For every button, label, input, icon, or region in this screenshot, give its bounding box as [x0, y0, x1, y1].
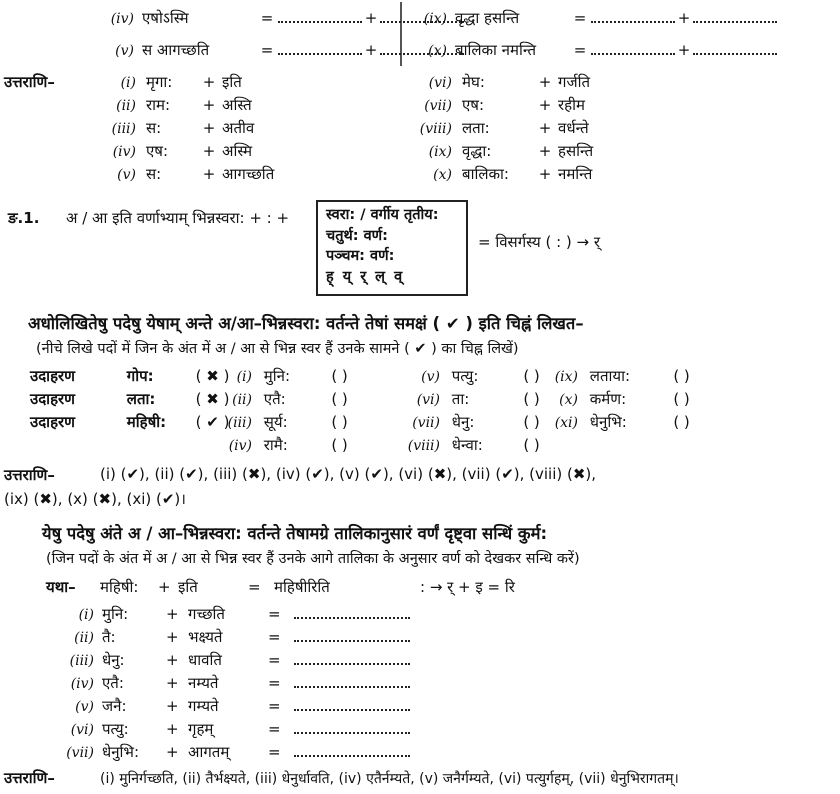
sandhi-row [46, 650, 410, 670]
example-label: उदाहरण [30, 367, 76, 385]
example-label: उदाहरण [30, 413, 76, 431]
answer-word-2: हसन्ति [558, 142, 594, 160]
blank-line[interactable] [693, 53, 777, 55]
sandhi-word-2: नम्यते [188, 674, 219, 692]
plus-sign: + [166, 605, 179, 623]
check-item [216, 412, 361, 432]
plus-sign: + [538, 96, 552, 114]
blank-line[interactable] [294, 755, 410, 757]
fill-row [415, 40, 777, 60]
answers-line: (i) मुनिर्गच्छति, (ii) तैर्भक्ष्यते, (iii) धेनुर्धावति, (iv) एतैर्नम्यते, (v) जनैर्गम्यते, (vi) पत्युर्गहम्, (vii) धेनुभिरागतम्। [100, 771, 679, 787]
blank-line[interactable] [278, 21, 362, 23]
answer-row [408, 95, 585, 115]
section2-heading-hindi: (नीचे लिखे पदों में जिन के अंत में अ / आ से भिन्न स्वर हैं उनके सामने ( ✔ ) का चिह्न लिखें) [36, 341, 519, 357]
answer-row [100, 118, 254, 138]
equals-sign: = [268, 651, 281, 669]
item-number: (i) [236, 369, 252, 385]
example-word-1: महिषी: [100, 578, 139, 596]
answer-word-1: मेघ: [462, 73, 485, 91]
equals-sign: = [248, 578, 261, 596]
check-word: मुनि: [263, 367, 291, 385]
sandhi-word-2: धावति [188, 651, 222, 669]
check-word: एतै: [263, 390, 286, 408]
answer-word-2: रहीम [558, 96, 585, 114]
check-blank[interactable]: ( ) [331, 367, 348, 385]
answer-word-1: मृगा: [146, 73, 173, 91]
sandhi-word-1: धेनु: [102, 651, 125, 669]
check-word: धेन्वा: [451, 436, 483, 454]
answer-word-2: अस्ति [222, 96, 252, 114]
sandhi-word-2: भक्ष्यते [188, 628, 223, 646]
plus-sign: + [158, 578, 171, 596]
item-number: (ix) [428, 144, 452, 160]
blank-line[interactable] [294, 640, 410, 642]
check-item [540, 366, 703, 386]
plus-sign: + [202, 142, 216, 160]
item-number: (ix) [554, 369, 578, 385]
check-blank[interactable]: ( ) [523, 390, 540, 408]
blank-line[interactable] [693, 21, 777, 23]
plus-sign: + [538, 73, 552, 91]
item-number: (v) [75, 699, 94, 715]
item-number: (x) [433, 167, 452, 183]
section2-heading-sanskrit: अधोलिखितेषु पदेषु येषाम् अन्ते अ/आ–भिन्नस्वरा: वर्तन्ते तेषां समक्षं ( ✔ ) इति चिह्नं लिखत– [28, 314, 584, 333]
answer-word-2: इति [222, 73, 242, 91]
example-label: यथा– [46, 578, 76, 596]
check-item [400, 412, 553, 432]
answer-word-2: अस्मि [222, 142, 253, 160]
check-word: धेनुभि: [589, 413, 627, 431]
plus-sign: + [202, 165, 216, 183]
item-number: (v) [421, 369, 440, 385]
answer-word-2: आगच्छति [222, 165, 275, 183]
box-line: ह् य् र् ल् व् [326, 268, 405, 285]
answer-row [100, 164, 274, 184]
answer-word-1: बालिका: [462, 165, 509, 183]
varna-table-box [316, 200, 468, 296]
example-note: : → र् + इ = रि [420, 578, 515, 596]
item-number: (vii) [412, 415, 440, 431]
item-number: (vii) [424, 98, 452, 114]
plus-sign: + [364, 9, 378, 27]
check-word: पत्यु: [451, 367, 479, 385]
example-word: महिषी: [126, 413, 167, 431]
sandhi-row [46, 604, 410, 624]
example-row [30, 389, 232, 409]
plus-sign: + [202, 73, 216, 91]
answer-row [408, 141, 593, 161]
example-mark: ( ✔ ) [195, 413, 230, 431]
item-number: (viii) [407, 438, 440, 454]
plus-sign: + [202, 96, 216, 114]
section3-heading-sanskrit: येषु पदेषु अंते अ / आ–भिन्नस्वरा: वर्तन्ते तेषामग्रे तालिकानुसारं वर्णं दृष्ट्वा सन्धिं कुर्म: [42, 524, 548, 543]
check-item [400, 389, 553, 409]
sandhi-row [46, 627, 410, 647]
check-blank[interactable]: ( ) [673, 390, 690, 408]
check-blank[interactable]: ( ) [331, 436, 348, 454]
plus-sign: + [677, 9, 691, 27]
check-blank[interactable]: ( ) [673, 367, 690, 385]
item-term: बालिका नमन्ति [455, 41, 537, 59]
sandhi-word-2: गृहम् [188, 720, 214, 738]
example-word: लता: [126, 390, 156, 408]
answers-label: उत्तराणि– [4, 466, 55, 484]
example-mark: ( ✖ ) [195, 367, 230, 385]
item-term: स आगच्छति [142, 41, 210, 59]
box-line: पञ्चम: वर्ण: [326, 248, 395, 265]
plus-sign: + [166, 628, 179, 646]
fill-row [100, 8, 464, 28]
check-item [400, 435, 553, 455]
blank-line[interactable] [294, 663, 410, 665]
box-line: स्वरा: / वर्गीय तृतीय: [326, 207, 439, 223]
answers-label: उत्तराणि– [4, 769, 55, 787]
sandhi-word-1: तै: [102, 628, 116, 646]
plus-sign: + [202, 119, 216, 137]
item-number: (x) [428, 43, 447, 59]
answers-label: उत्तराणि– [4, 73, 55, 91]
plus-sign: + [364, 41, 378, 59]
item-term: वृद्धा हसन्ति [455, 9, 520, 27]
example-mark: ( ✖ ) [195, 390, 230, 408]
sandhi-word-2: गच्छति [188, 605, 225, 623]
plus-sign: + [166, 651, 179, 669]
answer-word-1: स: [146, 165, 162, 183]
sandhi-word-2: गम्यते [188, 697, 219, 715]
sandhi-word-1: एतै: [102, 674, 124, 692]
item-number: (vii) [66, 745, 94, 761]
equals-sign: = [268, 697, 281, 715]
equals-sign: = [268, 628, 281, 646]
check-blank[interactable]: ( ) [331, 413, 348, 431]
item-number: (iv) [110, 11, 134, 27]
check-word: धेनु: [451, 413, 475, 431]
item-number: (x) [559, 392, 578, 408]
check-word: लताया: [589, 367, 631, 385]
check-blank[interactable]: ( ) [523, 413, 540, 431]
sandhi-word-2: आगतम् [188, 743, 230, 761]
equals-sign: = [573, 41, 587, 59]
answer-word-2: नमन्ति [558, 165, 593, 183]
sandhi-row [46, 696, 410, 716]
check-blank[interactable]: ( ) [331, 390, 348, 408]
answer-word-1: स: [146, 119, 162, 137]
item-number: (xi) [554, 415, 578, 431]
check-word: सूर्य: [263, 413, 288, 431]
blank-line[interactable] [294, 617, 410, 619]
plus-sign: + [677, 41, 691, 59]
answer-word-2: गर्जति [558, 73, 591, 91]
item-number: (iii) [227, 415, 252, 431]
item-number: (ii) [116, 98, 136, 114]
blank-line[interactable] [591, 53, 675, 55]
item-number: (iii) [111, 121, 136, 137]
answer-word-2: अतीव [222, 119, 255, 137]
item-number: (iii) [69, 653, 94, 669]
item-number: (iv) [112, 144, 136, 160]
check-item [540, 389, 703, 409]
answer-row [408, 118, 589, 138]
check-word: रामै: [263, 436, 288, 454]
answer-row [100, 141, 252, 161]
example-word-2: इति [178, 578, 198, 596]
check-word: कर्मण: [589, 390, 627, 408]
blank-line[interactable] [278, 53, 362, 55]
sandhi-row [46, 742, 410, 762]
section3-heading-hindi: (जिन पदों के अंत में अ / आ से भिन्न स्वर हैं उनके आगे तालिका के अनुसार वर्ण को देखकर सन्धि करें) [46, 551, 580, 567]
check-word: ता: [451, 390, 470, 408]
item-number: (vi) [70, 722, 94, 738]
blank-line[interactable] [294, 709, 410, 711]
answer-word-1: लता: [462, 119, 490, 137]
plus-sign: + [166, 697, 179, 715]
answers-line: (i) (✔), (ii) (✔), (iii) (✖), (iv) (✔), (v) (✔), (vi) (✖), (vii) (✔), (viii) (✖), [100, 465, 597, 483]
check-item [540, 412, 703, 432]
check-item [216, 435, 361, 455]
check-item [400, 366, 553, 386]
sandhi-word-1: जनै: [102, 697, 127, 715]
equals-sign: = [260, 9, 274, 27]
item-number: (ii) [232, 392, 252, 408]
blank-line[interactable] [294, 686, 410, 688]
rule-marker: ङ.1. [8, 209, 40, 227]
check-blank[interactable]: ( ) [523, 436, 540, 454]
plus-sign: + [166, 720, 179, 738]
item-number: (ii) [74, 630, 94, 646]
answer-word-1: राम: [146, 96, 171, 114]
item-number: (i) [78, 607, 94, 623]
plus-sign: + [538, 165, 552, 183]
item-number: (viii) [419, 121, 452, 137]
box-line: चतुर्थ: वर्ण: [326, 227, 388, 244]
equals-sign: = [268, 674, 281, 692]
sandhi-row [46, 673, 410, 693]
sandhi-word-1: धेनुभि: [102, 743, 140, 761]
sandhi-row [46, 719, 410, 739]
check-item [216, 389, 361, 409]
equals-sign: = [268, 605, 281, 623]
answer-word-1: एष: [462, 96, 485, 114]
fill-row [100, 40, 464, 60]
plus-sign: + [538, 142, 552, 160]
example-row [30, 366, 232, 386]
fill-row [415, 8, 777, 28]
equals-sign: = [268, 720, 281, 738]
item-number: (v) [115, 43, 134, 59]
item-number: (ix) [423, 11, 447, 27]
answer-word-1: वृद्धा: [462, 142, 492, 160]
item-number: (vi) [416, 392, 440, 408]
item-number: (vi) [428, 75, 452, 91]
check-blank[interactable]: ( ) [673, 413, 690, 431]
answer-row [408, 164, 592, 184]
rule-result: = विसर्गस्य ( : ) → र् [478, 233, 600, 251]
answer-word-1: एष: [146, 142, 169, 160]
answer-word-2: वर्धन्ते [558, 119, 589, 137]
plus-sign: + [166, 674, 179, 692]
item-term: एषोऽस्मि [142, 9, 189, 27]
blank-line[interactable] [591, 21, 675, 23]
equals-sign: = [573, 9, 587, 27]
blank-line[interactable] [294, 732, 410, 734]
example-label: उदाहरण [30, 390, 76, 408]
plus-sign: + [538, 119, 552, 137]
plus-sign: + [166, 743, 179, 761]
check-item [216, 366, 361, 386]
equals-sign: = [260, 41, 274, 59]
sandhi-word-1: पत्यु: [102, 720, 129, 738]
example-result: महिषीरिति [274, 578, 330, 596]
example-row [30, 412, 232, 432]
sandhi-word-1: मुनि: [102, 605, 129, 623]
answers-line: (ix) (✖), (x) (✖), (xi) (✔)। [4, 490, 186, 508]
item-number: (iv) [70, 676, 94, 692]
rule-formula: अ / आ इति वर्णाभ्याम् भिन्नस्वरा: + : + [66, 209, 290, 227]
check-blank[interactable]: ( ) [523, 367, 540, 385]
sandhi-example-row [46, 577, 515, 597]
answer-row [100, 95, 252, 115]
example-word: गोप: [126, 367, 154, 385]
item-number: (iv) [228, 438, 252, 454]
item-number: (v) [117, 167, 136, 183]
answer-row [408, 72, 590, 92]
item-number: (i) [120, 75, 136, 91]
answer-row [100, 72, 242, 92]
equals-sign: = [268, 743, 281, 761]
